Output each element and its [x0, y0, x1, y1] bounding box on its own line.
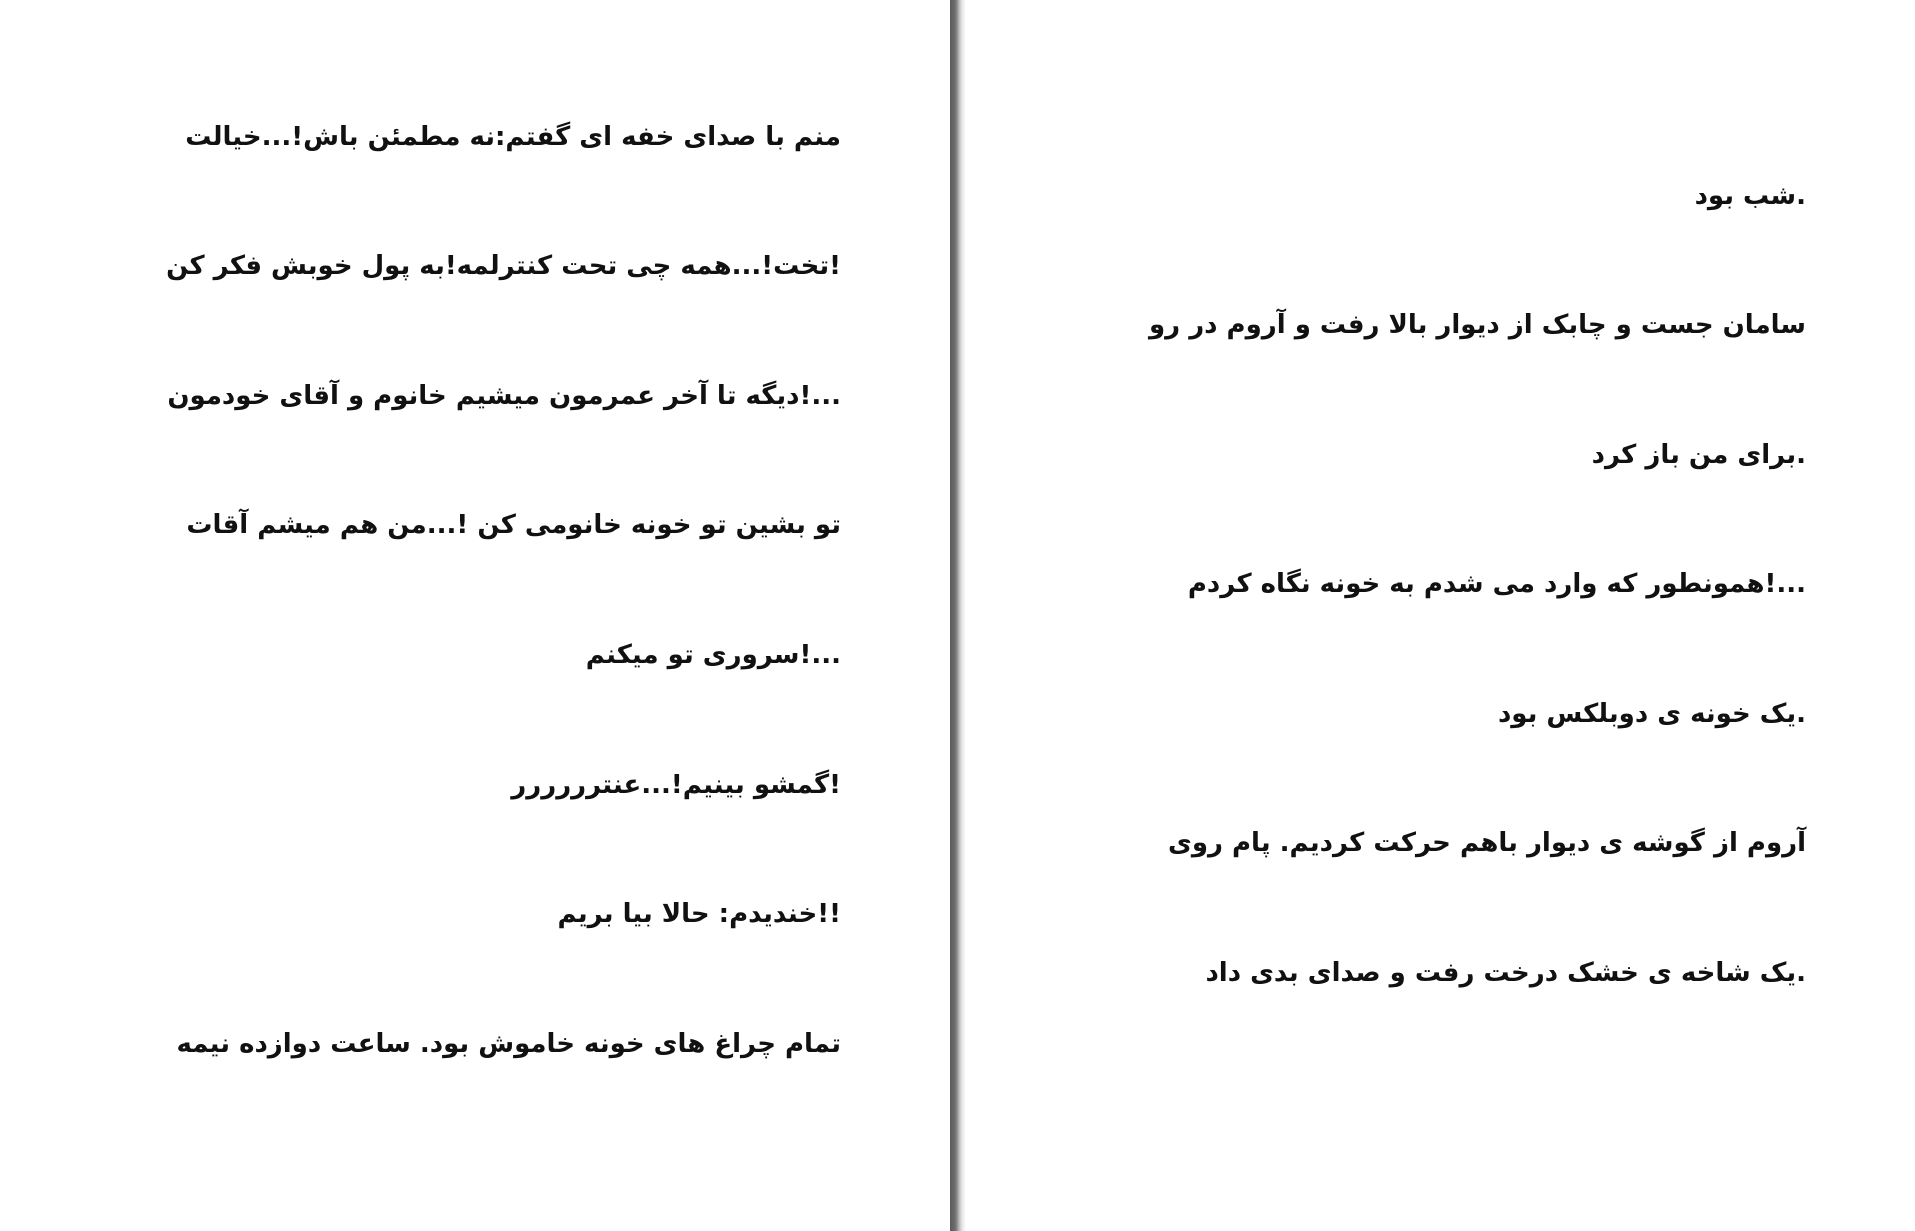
page-divider [950, 0, 966, 1231]
text-line: ...!دیگه تا آخر عمرمون میشیم خانوم و آقای خودمون [167, 381, 841, 411]
text-line: .شب بود [1694, 181, 1806, 211]
right-page [966, 0, 1915, 1231]
text-line: تمام چراغ های خونه خاموش بود. ساعت دوازده نیمه [176, 1029, 841, 1059]
text-line: !تخت!...همه چی تحت کنترلمه!به پول خوبش فکر کن [166, 251, 841, 281]
text-line: .یک خونه ی دوبلکس بود [1497, 699, 1806, 729]
text-line: .یک شاخه ی خشک درخت رفت و صدای بدی داد [1205, 958, 1806, 988]
text-line: تو بشین تو خونه خانومی کن !...من هم میشم آقات [186, 510, 841, 540]
text-line: !گمشو بینیم!...عنترررررر [511, 770, 841, 800]
text-line: منم با صدای خفه ای گفتم:نه مطمئن باش!...خیالت [185, 122, 841, 152]
text-line: آروم از گوشه ی دیوار باهم حرکت کردیم. پام روی [1167, 828, 1806, 858]
text-line: !!خندیدم: حالا بیا بریم [557, 899, 841, 929]
text-line: سامان جست و چابک از دیوار بالا رفت و آروم در رو [1149, 310, 1806, 340]
text-line: ...!سروری تو میکنم [585, 640, 841, 670]
left-page [0, 0, 950, 1231]
text-line: .برای من باز کرد [1591, 440, 1806, 470]
text-line: ...!همونطور که وارد می شدم به خونه نگاه کردم [1187, 569, 1806, 599]
